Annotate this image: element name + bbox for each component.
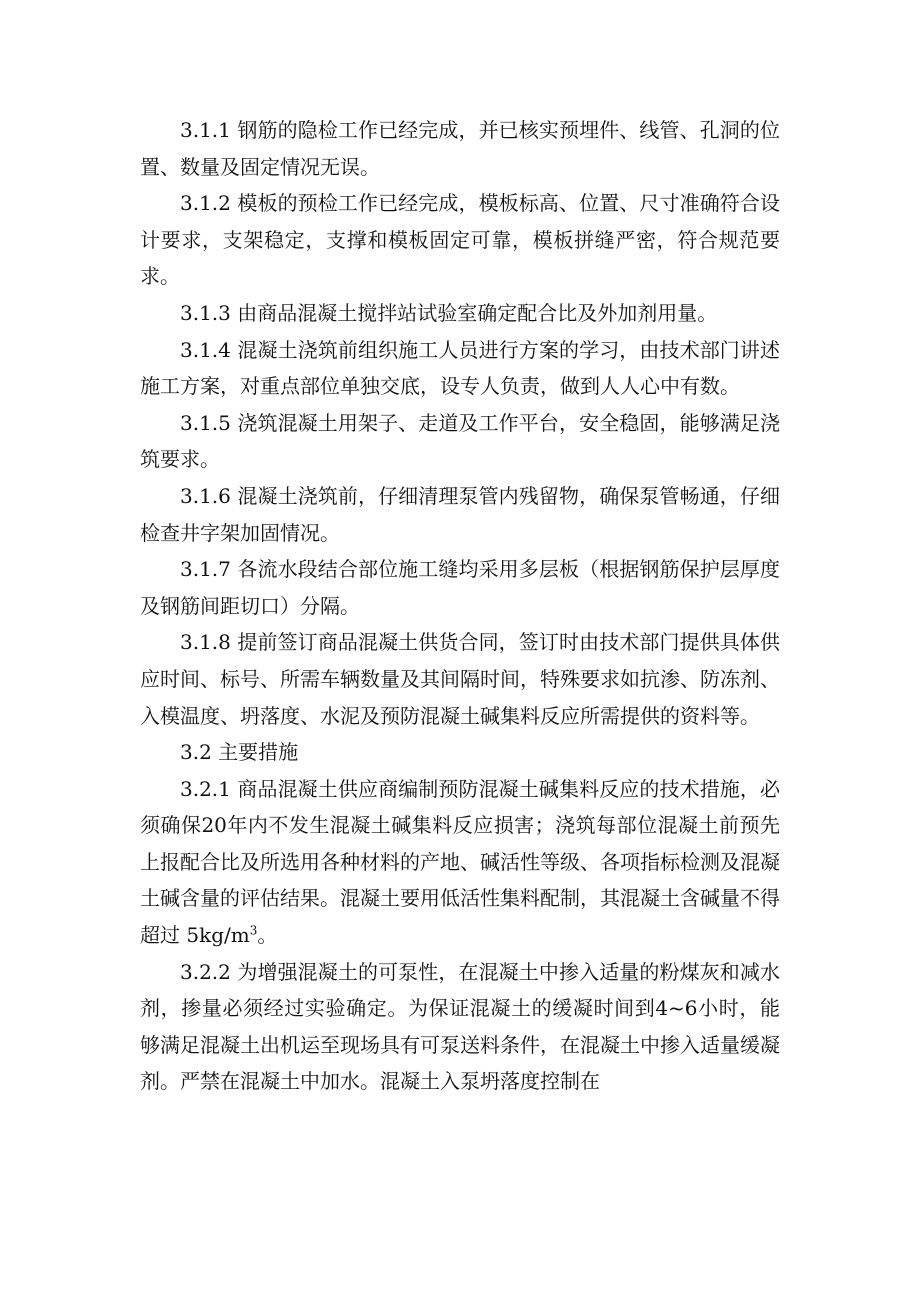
- paragraph-text: 由商品混凝土搅拌站试验室确定配合比及外加剂用量。: [237, 300, 718, 325]
- document-page: [140, 112, 780, 1100]
- section-number: 3.1.2: [180, 191, 231, 216]
- section-number: 3.1.7: [180, 557, 231, 582]
- paragraph-3-2-2: [140, 954, 780, 1100]
- paragraph-3-1-1: [140, 112, 780, 185]
- superscript-exponent: 3: [249, 923, 258, 938]
- section-number: 3.1.5: [180, 410, 231, 435]
- paragraph-text-tail: 。: [257, 923, 278, 948]
- section-number: 3.1.4: [180, 337, 231, 362]
- paragraph-text: 混凝土浇筑前，仔细清理泵管内残留物，确保泵管畅通，仔细检查井字架加固情况。: [140, 483, 781, 545]
- paragraph-3-1-3: [140, 295, 780, 332]
- paragraph-text: 模板的预检工作已经完成，模板标高、位置、尺寸准确符合设计要求，支架稳定，支撑和模板固定可靠，模板拼缝严密，符合规范要求。: [140, 191, 781, 289]
- paragraph-text: 混凝土浇筑前组织施工人员进行方案的学习，由技术部门讲述施工方案，对重点部位单独交底，设专人负责，做到人人心中有数。: [140, 337, 781, 399]
- paragraph-3-2-1: [140, 771, 780, 954]
- section-number: 3.2: [180, 740, 212, 765]
- section-number: 3.2.2: [180, 959, 231, 984]
- paragraph-3-1-4: [140, 332, 780, 405]
- paragraph-text: 钢筋的隐检工作已经完成，并已核实预埋件、线管、孔洞的位置、数量及固定情况无误。: [140, 118, 781, 179]
- section-title: 主要措施: [218, 740, 299, 765]
- section-number: 3.1.1: [180, 118, 231, 142]
- paragraph-3-1-6: [140, 478, 780, 551]
- section-number: 3.1.8: [180, 630, 231, 655]
- section-number: 3.2.1: [180, 776, 231, 801]
- paragraph-3-1-8: [140, 624, 780, 734]
- paragraph-text: 浇筑混凝土用架子、走道及工作平台，安全稳固，能够满足浇筑要求。: [140, 410, 781, 472]
- paragraph-3-1-5: [140, 405, 780, 478]
- paragraph-3-1-2: [140, 185, 780, 295]
- section-heading-3-2: [140, 734, 780, 771]
- section-number: 3.1.6: [180, 483, 231, 508]
- paragraph-text: 提前签订商品混凝土供货合同，签订时由技术部门提供具体供应时间、标号、所需车辆数量及其间隔时间，特殊要求如抗渗、防冻剂、入模温度、坍落度、水泥及预防混凝土碱集料反应所需提供的资料等。: [140, 630, 781, 728]
- paragraph-text: 商品混凝土供应商编制预防混凝土碱集料反应的技术措施，必须确保20年内不发生混凝土碱集料反应损害；浇筑每部位混凝土前预先上报配合比及所选用各种材料的产地、碱活性等级、各项指标检测及混凝土碱含量的评估结果。混凝土要用低活性集料配制，其混凝土含碱量不得超过 5kg/m: [140, 776, 781, 948]
- paragraph-3-1-7: [140, 551, 780, 624]
- paragraph-text: 各流水段结合部位施工缝均采用多层板（根据钢筋保护层厚度及钢筋间距切口）分隔。: [140, 557, 781, 618]
- paragraph-text: 为增强混凝土的可泵性，在混凝土中掺入适量的粉煤灰和减水剂，掺量必须经过实验确定。为保证混凝土的缓凝时间到4~6小时，能够满足混凝土出机运至现场具有可泵送料条件，在混凝土中掺入适量缓凝剂。严禁在混凝土中加水。混凝土入泵坍落度控制在: [140, 959, 781, 1094]
- section-number: 3.1.3: [180, 300, 231, 325]
